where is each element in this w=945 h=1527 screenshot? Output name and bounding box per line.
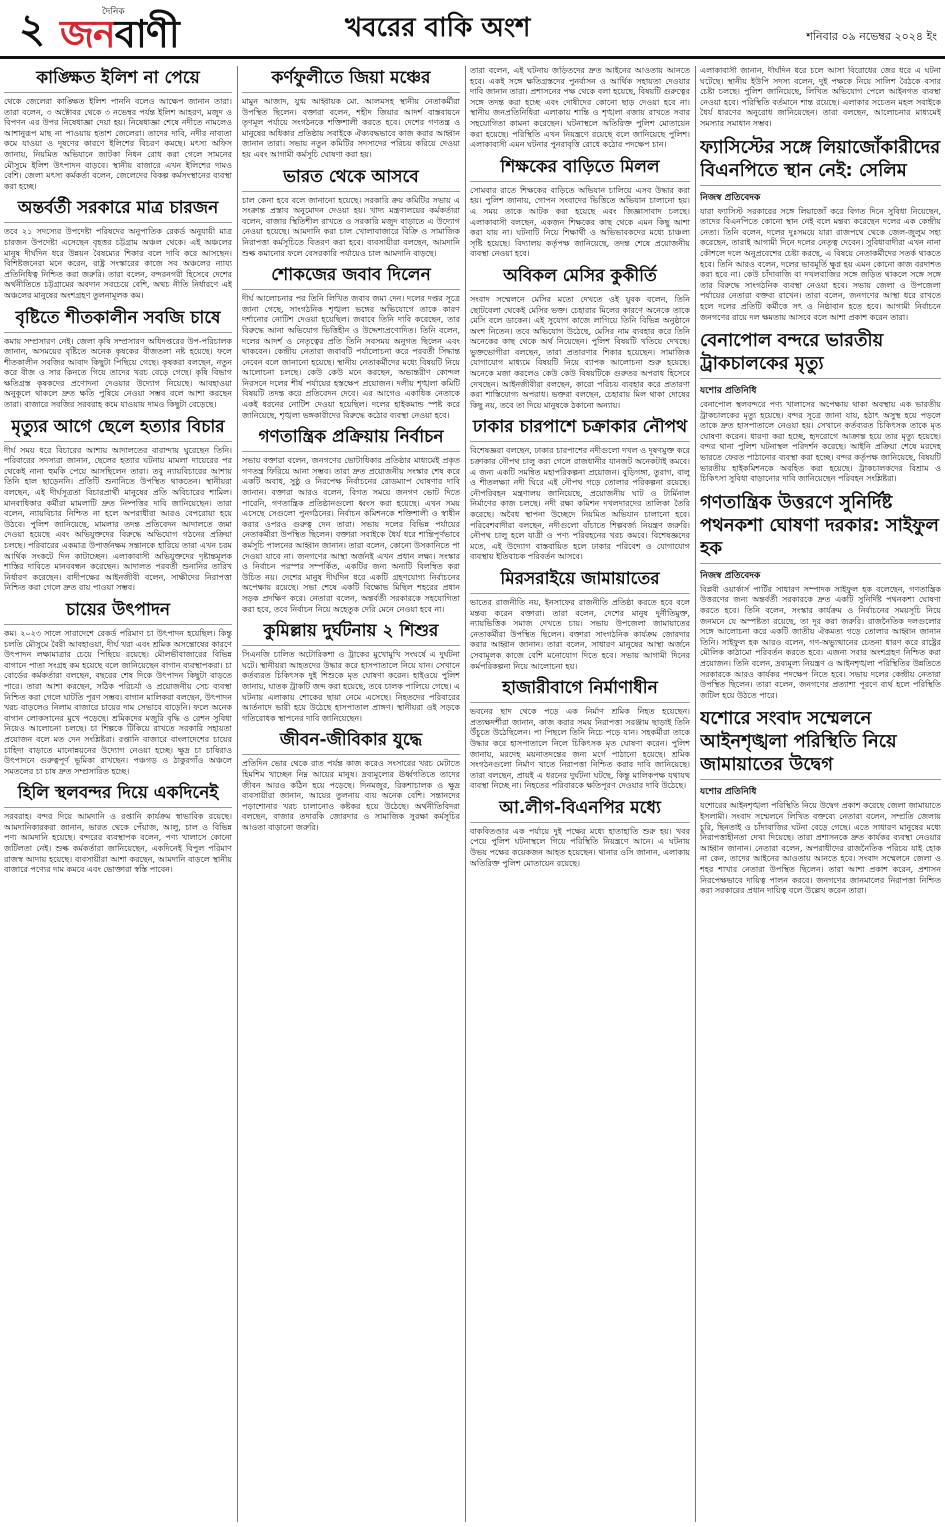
article-body: দীর্ঘ আলোচনার পর তিনি লিখিত জবাব জমা দেন। দলের দপ্তর সূত্রে জানা গেছে, সাংগঠনিক শৃঙ্খলা ভঙ্গের অভিযোগে তাকে কারণ দর্শানোর নোটিশ দেওয়া হয়েছিল। জবাবে তিনি দাবি করেছেন, তার বিরুদ্ধে আনা অভিযোগ ভিত্তিহীন ও উদ্দেশ্যপ্রণোদিত। তিনি বলেন, দলের আদর্শ ও নেতৃত্বের প্রতি তিনি সবসময় অনুগত ছিলেন এবং থাকবেন। কেন্দ্রীয় নেতারা জবাবটি পর্যালোচনা করে পরবর্তী সিদ্ধান্ত নেবেন বলে জানানো হয়েছে। স্থানীয় নেতাকর্মীদের মধ্যে বিষয়টি নিয়ে আলোচনা চলছে। কেউ কেউ মনে করছেন, অভ্যন্তরীণ কোন্দল নিরসনে দলের শীর্ষ পর্যায়ের হস্তক্ষেপ প্রয়োজন। দলীয় শৃঙ্খলা কমিটি বিষয়টি তদন্ত করে প্রতিবেদন দেবে। এর আগেও একাধিক নেতাকে একই ধরনের নোটিশ দেওয়া হয়েছিল। দলের হাইকমান্ড স্পষ্ট করে জানিয়েছে, শৃঙ্খলা ভঙ্গকারীদের বিরুদ্ধে কঠোর ব্যবস্থা নেওয়া হবে। bbox=[242, 294, 460, 420]
header-rule bbox=[0, 56, 945, 59]
article-body: দীর্ঘ সময় ধরে বিচারের আশায় আদালতের বারান্দায় ঘুরেছেন তিনি। পরিবারের সদস্যরা জানান, ছেলের হত্যার ঘটনায় মামলা দায়েরের পর থেকেই নানা হুমকি পেয়ে আসছিলেন তারা। তবু ন্যায়বিচারের আশায় তিনি হাল ছাড়েননি। প্রতিটি শুনানিতে উপস্থিত থাকতেন। স্থানীয়রা বলছেন, এই দীর্ঘসূত্রতা বিচারপ্রার্থী মানুষের প্রতি অবিচারের শামিল। মানবাধিকার কর্মীরা মামলাটি দ্রুত নিষ্পত্তির দাবি জানিয়েছেন। তারা বলেন, ন্যায়বিচার নিশ্চিত না হলে অপরাধীরা আরও বেপরোয়া হয়ে উঠবে। পুলিশ জানিয়েছে, মামলার তদন্ত প্রতিবেদন আদালতে জমা দেওয়া হয়েছে এবং অভিযুক্তদের বিরুদ্ধে অভিযোগ গঠনের প্রক্রিয়া চলছে। পরিবারের একমাত্র উপার্জনক্ষম সন্তানকে হারিয়ে তারা এখন চরম আর্থিক সংকটে দিন কাটাচ্ছেন। এলাকাবাসী অভিযুক্তদের দৃষ্টান্তমূলক শাস্তির দাবিতে মানববন্ধন করেছেন। আদালত পরবর্তী শুনানির তারিখ নির্ধারণ করেছেন। বাদীপক্ষের আইনজীবী বলেন, সাক্ষীদের নিরাপত্তা নিশ্চিত করা গেলে দ্রুত রায় পাওয়া সম্ভব। bbox=[4, 445, 232, 593]
article-body: যশোরের আইনশৃঙ্খলা পরিস্থিতি নিয়ে উদ্বেগ প্রকাশ করেছে জেলা জামায়াতে ইসলামী। সংবাদ সম্মেলনে লিখিত বক্তব্যে নেতারা বলেন, সম্প্রতি জেলায় চুরি, ছিনতাই ও চাঁদাবাজির ঘটনা বেড়ে গেছে। এতে সাধারণ মানুষের মধ্যে নিরাপত্তাহীনতা দেখা দিয়েছে। তারা প্রশাসনকে দ্রুত কার্যকর ব্যবস্থা নেওয়ার আহ্বান জানান। নেতারা বলেন, অপরাধীদের রাজনৈতিক পরিচয় যাই হোক না কেন, তাদের আইনের আওতায় আনতে হবে। সংবাদ সম্মেলনে জেলা ও শহর শাখার নেতারা উপস্থিত ছিলেন। তারা আশা প্রকাশ করেন, প্রশাসন নিরপেক্ষভাবে দায়িত্ব পালন করবে। জনগণের জানমালের নিরাপত্তা নিশ্চিত করা সরকারের প্রধান দায়িত্ব বলে উল্লেখ করেন তারা। bbox=[700, 801, 941, 896]
article-headline: চায়ের উৎপাদন bbox=[4, 600, 232, 625]
article-headline: গণতান্ত্রিক উত্তরণে সুনির্দিষ্ট পথনকশা ঘোষণা দরকার: সাইফুল হক bbox=[700, 491, 941, 564]
article bbox=[4, 198, 232, 301]
article-headline: যশোরে সংবাদ সম্মেলনে আইনশৃঙ্খলা পরিস্থিতি নিয়ে জামায়াতের উদ্বেগ bbox=[700, 707, 941, 780]
article bbox=[470, 798, 690, 869]
article-headline: অবিকল মেসির কুকীর্তি bbox=[470, 266, 690, 291]
column-4 bbox=[700, 66, 941, 1522]
article-body: ভাতের রাজনীতি নয়, ইনসাফের রাজনীতি প্রতিষ্ঠা করতে হবে বলে মন্তব্য করেন বক্তারা। তারা বলেন, দেশের মানুষ দুর্নীতিমুক্ত, ন্যায়ভিত্তিক সমাজ দেখতে চায়। সভায় উপজেলা জামায়াতের নেতাকর্মীরা উপস্থিত ছিলেন। বক্তারা সাংগঠনিক কার্যক্রম জোরদার করার আহ্বান জানান। তারা বলেন, সাধারণ মানুষের আস্থা অর্জনে সেবামূলক কাজে বেশি মনোযোগ দিতে হবে। সভায় আগামী দিনের কর্মপরিকল্পনা নিয়ে আলোচনা হয়। bbox=[470, 597, 690, 671]
article-headline: শোকজের জবাব দিলেন bbox=[242, 265, 460, 290]
article bbox=[242, 68, 460, 161]
article bbox=[700, 136, 941, 324]
article bbox=[470, 678, 690, 792]
column-divider bbox=[465, 66, 466, 1522]
article-body: চাল কেনা হবে বলে জানানো হয়েছে। সরকারি ক্রয় কমিটির সভায় এ সংক্রান্ত প্রস্তাব অনুমোদন দেওয়া হয়। খাদ্য মন্ত্রণালয়ের কর্মকর্তারা বলেন, বাজার স্থিতিশীল রাখতে ও সরকারি মজুদ বাড়াতে এ উদ্যোগ নেওয়া হয়েছে। আমদানি করা চাল খোলাবাজারে বিক্রি ও সামাজিক নিরাপত্তা কর্মসূচিতে বিতরণ করা হবে। ব্যবসায়ীরা বলছেন, আমদানি শুল্ক কমানোর ফলে বেসরকারি পর্যায়েও চাল আমদানি বাড়ছে। bbox=[242, 195, 460, 258]
dateline: শনিবার ০৯ নভেম্বর ২০২৪ ইং bbox=[806, 30, 937, 43]
article bbox=[242, 265, 460, 421]
article-headline: ফ্যাসিস্টের সঙ্গে লিয়াজোঁকারীদের বিএনপিতে স্থান নেই: সেলিম bbox=[700, 136, 941, 186]
article bbox=[242, 730, 460, 833]
logo-red-part: জন bbox=[60, 12, 115, 56]
article-headline: মিরসরাইয়ে জামায়াতের bbox=[470, 569, 690, 594]
article-body: বাকবিতণ্ডার এক পর্যায়ে দুই পক্ষের মধ্যে হাতাহাতি শুরু হয়। খবর পেয়ে পুলিশ ঘটনাস্থলে গিয়ে পরিস্থিতি নিয়ন্ত্রণে আনে। এ ঘটনায় উভয় পক্ষের কয়েকজন আহত হয়েছেন। থানার ওসি জানান, এলাকায় অতিরিক্ত পুলিশ মোতায়েন রয়েছে। bbox=[470, 826, 690, 868]
article bbox=[470, 157, 690, 260]
article-byline: নিজস্ব প্রতিবেদক bbox=[700, 570, 761, 581]
article-byline: যশোর প্রতিনিধি bbox=[700, 386, 757, 397]
article bbox=[242, 621, 460, 724]
article-headline: বৃষ্টিতে শীতকালীন সবজি চাষে bbox=[4, 308, 232, 333]
newspaper-logo bbox=[60, 4, 275, 56]
article-headline: বেনাপোল বন্দরে ভারতীয় ট্রাকচালকের মৃত্যু bbox=[700, 329, 941, 379]
article-body: এলাকাবাসী জানান, দীর্ঘদিন ধরে চলে আসা বিরোধের জের ধরে এ ঘটনা ঘটেছে। স্থানীয় ইউপি সদস্য বলেন, দুই পক্ষকে নিয়ে সালিশ বৈঠকে বসার চেষ্টা চলছে। পুলিশ জানিয়েছে, লিখিত অভিযোগ পেলে আইনগত ব্যবস্থা নেওয়া হবে। পরিস্থিতি বর্তমানে শান্ত রয়েছে। এলাকার সচেতন মহল সবাইকে ধৈর্য ধারণের অনুরোধ জানিয়েছেন। তারা বলছেন, আলোচনার মাধ্যমেই সমস্যার সমাধান সম্ভব। bbox=[700, 66, 941, 128]
article-headline: মৃত্যুর আগে ছেলে হত্যার বিচার bbox=[4, 417, 232, 442]
article-body: তারা বলেন, এই ঘটনায় জড়িতদের দ্রুত আইনের আওতায় আনতে হবে। একই সঙ্গে ক্ষতিগ্রস্তদের পুনর্বাসন ও আর্থিক সহায়তা দেওয়ার দাবি জানান তারা। প্রশাসনের পক্ষ থেকে বলা হয়েছে, বিষয়টি গুরুত্বের সঙ্গে তদন্ত করা হচ্ছে এবং দোষীদের কোনো ছাড় দেওয়া হবে না। স্থানীয় জনপ্রতিনিধিরা এলাকায় শান্তি ও শৃঙ্খলা বজায় রাখতে সবার সহযোগিতা কামনা করেছেন। ঘটনাস্থলে অতিরিক্ত পুলিশ মোতায়েন করা হয়েছে। পরিস্থিতি এখন নিয়ন্ত্রণে রয়েছে বলে জানিয়েছে পুলিশ। এলাকাবাসী এমন ঘটনার পুনরাবৃত্তি রোধে কঠোর পদক্ষেপ চান। bbox=[470, 66, 690, 150]
column-divider bbox=[695, 66, 696, 1522]
article bbox=[470, 569, 690, 672]
article bbox=[700, 329, 941, 485]
article-body: সংবাদ সম্মেলনে মেসির মতো দেখতে ওই যুবক বলেন, তিনি ছোটবেলা থেকেই মেসির ভক্ত। চেহারার মিলের কারণে অনেকে তাকে মেসি বলে ডাকেন। এই সুযোগ কাজে লাগিয়ে তিনি বিভিন্ন অনুষ্ঠানে অংশ নিতেন। তবে অভিযোগ উঠেছে, মেসির নাম ব্যবহার করে তিনি অনেকের কাছ থেকে অর্থ নিয়েছেন। পুলিশ বিষয়টি খতিয়ে দেখছে। ভুক্তভোগীরা বলছেন, তারা প্রতারণার শিকার হয়েছেন। সামাজিক যোগাযোগ মাধ্যমে বিষয়টি নিয়ে ব্যাপক আলোচনা শুরু হয়েছে। অনেকে মজা করলেও কেউ কেউ বিষয়টিকে গুরুতর অপরাধ হিসেবে দেখছেন। আইনজীবীরা বলছেন, কারো পরিচয় ব্যবহার করে প্রতারণা করা শাস্তিযোগ্য অপরাধ। ভক্তরা বলছেন, চেহারায় মিল থাকা দোষের কিছু নয়, তবে তা দিয়ে মানুষকে ঠকানো অন্যায়। bbox=[470, 294, 690, 410]
article-body: সরবরাহ। বন্দর দিয়ে আমদানি ও রপ্তানি কার্যক্রম স্বাভাবিক রয়েছে। আমদানিকারকরা জানান, ভারত থেকে পেঁয়াজ, আলু, চাল ও বিভিন্ন পণ্য আমদানি হয়েছে। বন্দরের ব্যবস্থাপক বলেন, পণ্য খালাসে কোনো জটিলতা নেই। শুল্ক কর্মকর্তারা জানিয়েছেন, একদিনেই বিপুল পরিমাণ রাজস্ব আদায় হয়েছে। ব্যবসায়ীরা আশা করছেন, আমদানি বাড়লে স্থানীয় বাজারে পণ্যের দাম কমবে এবং ভোক্তারা স্বস্তি পাবেন। bbox=[4, 812, 232, 875]
article-headline: হিলি স্থলবন্দর দিয়ে একদিনেই bbox=[4, 783, 232, 808]
column-2 bbox=[242, 66, 460, 1522]
column-1 bbox=[4, 66, 232, 1522]
article-body: যারা ফ্যাসিস্ট সরকারের সঙ্গে লিয়াজোঁ করে বিগত দিনে সুবিধা নিয়েছেন, তাদের বিএনপিতে কোনো স্থান নেই বলে মন্তব্য করেছেন দলের এক কেন্দ্রীয় নেতা। তিনি বলেন, দলের দুঃসময়ে যারা রাজপথে থেকে জেল-জুলুম সহ্য করেছেন, তারাই আগামী দিনে দলের নেতৃত্ব দেবেন। সুবিধাবাদীরা এখন নানা কৌশলে দলে অনুপ্রবেশের চেষ্টা করছে, এ বিষয়ে নেতাকর্মীদের সতর্ক থাকতে হবে। তিনি আরও বলেন, দলের ভাবমূর্তি ক্ষুণ্ণ হয় এমন কোনো কাজ বরদাশত করা হবে না। কেউ চাঁদাবাজি বা দখলবাজির সঙ্গে জড়িত থাকলে সঙ্গে সঙ্গে তার বিরুদ্ধে সাংগঠনিক ব্যবস্থা নেওয়া হবে। সভায় জেলা ও উপজেলা পর্যায়ের নেতারা বক্তব্য রাখেন। তারা বলেন, জনগণের আস্থা ধরে রাখতে হলে দলের প্রতিটি কর্মীকে সৎ ও নিষ্ঠাবান হতে হবে। আগামী নির্বাচনে জনগণের রায়ে দল ক্ষমতায় আসবে বলে আশা প্রকাশ করেন তারা। bbox=[700, 206, 941, 322]
article-body: কম। ২০২৩ সালে সারাদেশে রেকর্ড পরিমাণ চা উৎপাদন হয়েছিল। কিন্তু চলতি মৌসুমে বৈরী আবহাওয়া, দীর্ঘ খরা এবং শ্রমিক অসন্তোষের কারণে উৎপাদন লক্ষ্যমাত্রার চেয়ে পিছিয়ে রয়েছে। মৌলভীবাজারের বিভিন্ন বাগানে পাতা সংগ্রহ কম হয়েছে বলে জানিয়েছেন বাগান ব্যবস্থাপকরা। চা বোর্ডের কর্মকর্তারা বলছেন, বছরের শেষ দিকে উৎপাদন কিছুটা বাড়তে পারে। তারা আশা করছেন, সঠিক পরিচর্যা ও প্রয়োজনীয় সেচ ব্যবস্থা নিশ্চিত করা গেলে ঘাটতি পূরণ সম্ভব। বাগান মালিকরা বলছেন, উৎপাদন খরচ বাড়লেও নিলাম বাজারে চায়ের দাম সেভাবে বাড়েনি। ফলে অনেক বাগান লোকসানের মুখে পড়েছে। শ্রমিকদের মজুরি বৃদ্ধি ও রেশন সুবিধা নিয়েও আলোচনা চলছে। চা শিল্পকে টিকিয়ে রাখতে সরকারি সহায়তা প্রয়োজন বলে মত দেন সংশ্লিষ্টরা। রপ্তানি বাজারে বাংলাদেশের চায়ের চাহিদা বাড়াতে মানোন্নয়নের উদ্যোগ নেওয়া হচ্ছে। ক্ষুদ্র চা চাষিরাও উৎপাদনে গুরুত্বপূর্ণ ভূমিকা রাখছেন। পঞ্চগড় ও ঠাকুরগাঁও অঞ্চলে সমতলের চা চাষ দ্রুত সম্প্রসারিত হচ্ছে। bbox=[4, 628, 232, 776]
article-headline: গণতান্ত্রিক প্রক্রিয়ায় নির্বাচন bbox=[242, 427, 460, 452]
article bbox=[470, 417, 690, 563]
article bbox=[700, 66, 941, 130]
article bbox=[700, 707, 941, 896]
article bbox=[4, 68, 232, 192]
article bbox=[4, 600, 232, 777]
logo-prefix: দৈনিক bbox=[102, 7, 125, 17]
article-body: থেকে জেলেরা কাঙ্ক্ষিত ইলিশ পাননি বলেও আক্ষেপ জানান তারা। তারা বলেন, ৩ অক্টোবর থেকে ৩ নভেম্বর পর্যন্ত ইলিশ আহরণ, মজুদ ও বিপণন এর উপর নিষেধাজ্ঞা দেয়া হয়। নিষেধাজ্ঞা শেষে নদীতে নামলেও আশানুরূপ মাছ না পাওয়ায় হতাশ জেলেরা। তাদের দাবি, নদীর নাব্যতা কমে যাওয়া ও দূষণের কারণে ইলিশের বিচরণ কমছে। মৎস্য অফিস জানায়, নিয়মিত অভিযানে জাটকা নিধন রোধ করা গেলে সামনের মৌসুমে ইলিশ উৎপাদন বাড়বে। স্থানীয় বাজারে এখন ইলিশের দামও বেশি। জেলা মৎস্য কর্মকর্তা বলেন, জেলেদের বিকল্প কর্মসংস্থানের ব্যবস্থা করা হচ্ছে। bbox=[4, 97, 232, 191]
article-body: বিশেষজ্ঞরা বলছেন, ঢাকার চারপাশের নদীগুলো দখল ও দূষণমুক্ত করে চক্রাকার নৌপথ চালু করা গেলে রাজধানীর যানজট অনেকটাই কমবে। এ জন্য একটি সমন্বিত মহাপরিকল্পনা প্রয়োজন। বুড়িগঙ্গা, তুরাগ, বালু ও শীতলক্ষ্যা নদী ঘিরে এই নৌপথ গড়ে তোলার পরিকল্পনা রয়েছে। নৌপরিবহন মন্ত্রণালয় জানিয়েছে, প্রয়োজনীয় ঘাট ও টার্মিনাল নির্মাণের কাজ চলছে। নদী রক্ষা কমিশন দখলদারদের তালিকা তৈরি করেছে। অবৈধ স্থাপনা উচ্ছেদে নিয়মিত অভিযান চালানো হবে। পরিবেশবাদীরা বলছেন, নদীগুলো বাঁচাতে শিল্পবর্জ্য নিয়ন্ত্রণ জরুরি। নৌপথ চালু হলে যাত্রী ও পণ্য পরিবহনের খরচ কমবে। বিশেষজ্ঞদের মতে, এই উদ্যোগ বাস্তবায়িত হলে ঢাকার পরিবেশ ও যোগাযোগ ব্যবস্থায় ইতিবাচক পরিবর্তন আসবে। bbox=[470, 446, 690, 562]
article-headline: কুমিল্লায় দুর্ঘটনায় ২ শিশুর bbox=[242, 621, 460, 646]
article-body: কমায় সম্প্রসারণ নেই। জেলা কৃষি সম্প্রসারণ অধিদপ্তরের উপ-পরিচালক জানান, অসময়ের বৃষ্টিতে অনেক কৃষকের বীজতলা নষ্ট হয়েছে। ফলে শীতকালীন সবজির আবাদ কিছুটা পিছিয়ে গেছে। কৃষকরা বলছেন, নতুন করে বীজ ও সার কিনতে গিয়ে তাদের খরচ বেড়ে গেছে। কৃষি বিভাগ ক্ষতিগ্রস্ত কৃষকদের প্রণোদনা দেওয়ার উদ্যোগ নিয়েছে। আবহাওয়া অনুকূলে থাকলে দ্রুত ক্ষতি পুষিয়ে নেওয়া সম্ভব বলে আশা করছেন তারা। বাজারে সবজির সরবরাহ কমে যাওয়ায় দামও কিছুটা বেড়েছে। bbox=[4, 336, 232, 410]
article-body: তবে ২১ সদস্যের উপদেষ্টা পরিষদের অনুপাতিক রেকর্ড অনুযায়ী মাত্র চারজন উপদেষ্টা এসেছেন বৃহত্তর চট্টগ্রাম অঞ্চল থেকে। এই অঞ্চলের মানুষ দীর্ঘদিন ধরে উন্নয়ন বৈষম্যের শিকার বলে দাবি করে আসছেন। বিশিষ্টজনেরা মনে করেন, রাষ্ট্র সংস্কারের কাজে সব অঞ্চলের ন্যায্য প্রতিনিধিত্ব নিশ্চিত করা জরুরি। তারা বলেন, বন্দরনগরী হিসেবে দেশের অর্থনীতিতে চট্টগ্রামের অবদান সবচেয়ে বেশি, অথচ নীতি নির্ধারণে এই অঞ্চলের মানুষের অংশগ্রহণ তুলনামূলক কম। bbox=[4, 227, 232, 300]
article-body: সিএনজি চালিত অটোরিকশা ও ট্রাকের মুখোমুখি সংঘর্ষে এ দুর্ঘটনা ঘটে। স্থানীয়রা আহতদের উদ্ধার করে হাসপাতালে নিয়ে যান। সেখানে কর্তব্যরত চিকিৎসক দুই শিশুকে মৃত ঘোষণা করেন। হাইওয়ে পুলিশ জানায়, ঘাতক ট্রাকটি জব্দ করা হয়েছে, তবে চালক পালিয়ে গেছে। এ ঘটনায় এলাকায় শোকের ছায়া নেমে এসেছে। নিহতদের পরিবারের আর্তনাদে ভারী হয়ে উঠেছে হাসপাতাল প্রাঙ্গণ। স্থানীয়রা ওই সড়কে গতিরোধক স্থাপনের দাবি জানিয়েছেন। bbox=[242, 650, 460, 723]
article-body: সোমবার রাতে শিক্ষকের বাড়িতে অভিযান চালিয়ে এসব উদ্ধার করা হয়। পুলিশ জানায়, গোপন সংবাদের ভিত্তিতে অভিযান চালানো হয়। এ সময় তাকে আটক করা হয়েছে এবং জিজ্ঞাসাবাদ চলছে। এলাকাবাসী বলছেন, একজন শিক্ষকের কাছ থেকে এমন কিছু আশা করা যায় না। ঘটনাটি নিয়ে শিক্ষার্থী ও অভিভাবকদের মধ্যে চাঞ্চল্য সৃষ্টি হয়েছে। বিদ্যালয় কর্তৃপক্ষ জানিয়েছে, তদন্ত শেষে প্রয়োজনীয় ব্যবস্থা নেওয়া হবে। bbox=[470, 185, 690, 259]
article-byline: নিজস্ব প্রতিবেদক bbox=[700, 192, 761, 203]
column-divider bbox=[237, 66, 238, 1522]
article-body: প্রতিদিন ভোর থেকে রাত পর্যন্ত কাজ করেও সংসারের খরচ মেটাতে হিমশিম খাচ্ছেন নিম্ন আয়ের মানুষ। দ্রব্যমূল্যের ঊর্ধ্বগতিতে তাদের জীবন আরও কঠিন হয়ে পড়েছে। দিনমজুর, রিকশাচালক ও ক্ষুদ্র ব্যবসায়ীরা জানান, আয়ের তুলনায় ব্যয় অনেক বেশি। সন্তানদের পড়াশোনার খরচ চালানোও কষ্টকর হয়ে উঠেছে। অর্থনীতিবিদরা বলছেন, বাজার তদারকি জোরদার ও সামাজিক সুরক্ষা কর্মসূচির আওতা বাড়ানো জরুরি। bbox=[242, 759, 460, 832]
article-body: সভায় বক্তারা বলেন, জনগণের ভোটাধিকার প্রতিষ্ঠার মাধ্যমেই প্রকৃত গণতন্ত্র ফিরিয়ে আনা সম্ভব। তারা দ্রুত প্রয়োজনীয় সংস্কার শেষ করে একটি অবাধ, সুষ্ঠু ও নিরপেক্ষ নির্বাচনের রোডম্যাপ ঘোষণার দাবি জানান। বক্তারা আরও বলেন, বিগত সময়ে জনগণ ভোট দিতে পারেনি, গণতান্ত্রিক প্রতিষ্ঠানগুলো ধ্বংস করা হয়েছে। এখন সময় এসেছে সেগুলো পুনর্গঠনের। নির্বাচন কমিশনকে শক্তিশালী ও স্বাধীন করার ওপরও গুরুত্ব দেন তারা। সভায় দলের বিভিন্ন পর্যায়ের নেতাকর্মীরা উপস্থিত ছিলেন। বক্তারা সবাইকে ধৈর্য ধরে শান্তিপূর্ণভাবে কর্মসূচি পালনের আহ্বান জানান। তারা বলেন, কোনো উসকানিতে পা দেওয়া যাবে না। জনগণের আস্থা অর্জনই এখন প্রধান লক্ষ্য। সংস্কার ও নির্বাচন পরস্পর সম্পর্কিত, একটির জন্য অন্যটি বিলম্বিত করা উচিত নয়। দেশের মানুষ দীর্ঘদিন ধরে একটি গ্রহণযোগ্য নির্বাচনের অপেক্ষায় রয়েছে। সভা শেষে একটি বিক্ষোভ মিছিল শহরের প্রধান সড়ক প্রদক্ষিণ করে। নেতারা বলেন, অন্তর্বর্তী সরকারকে সহযোগিতা করা হবে, তবে নির্বাচন নিয়ে অহেতুক দেরি মেনে নেওয়া হবে না। bbox=[242, 456, 460, 614]
article-headline: শিক্ষকের বাড়িতে মিলল bbox=[470, 157, 690, 182]
article-headline: অন্তর্বর্তী সরকারে মাত্র চারজন bbox=[4, 198, 232, 223]
article bbox=[470, 66, 690, 151]
article bbox=[242, 167, 460, 260]
section-title: খবরের বাকি অংশ bbox=[345, 13, 531, 43]
article-body: ভবনের ছাদ থেকে পড়ে এক নির্মাণ শ্রমিক নিহত হয়েছেন। প্রত্যক্ষদর্শীরা জানান, কাজ করার সময় নিরাপত্তা সরঞ্জাম ছাড়াই তিনি উঁচুতে উঠেছিলেন। পা পিছলে তিনি নিচে পড়ে যান। সহকর্মীরা তাকে উদ্ধার করে হাসপাতালে নিলে চিকিৎসক মৃত ঘোষণা করেন। পুলিশ জানায়, মরদেহ ময়নাতদন্তের জন্য মর্গে পাঠানো হয়েছে। শ্রমিক সংগঠনগুলো নির্মাণ খাতে নিরাপত্তা নিশ্চিত করার দাবি জানিয়েছে। তারা বলছেন, প্রায়ই এ ধরনের দুর্ঘটনা ঘটছে, কিন্তু মালিকপক্ষ যথাযথ ব্যবস্থা নিচ্ছে না। নিহতের পরিবারকে ক্ষতিপূরণ দেওয়ার দাবি উঠেছে। bbox=[470, 707, 690, 791]
article bbox=[4, 417, 232, 594]
logo-black-part: বাণী bbox=[114, 12, 179, 56]
article bbox=[4, 308, 232, 411]
page-number: ২ bbox=[18, 6, 45, 52]
article-headline: ভারত থেকে আসবে bbox=[242, 167, 460, 192]
article-headline: আ.লীগ-বিএনপির মধ্যে bbox=[470, 798, 690, 823]
article-headline: হাজারীবাগে নির্মাণাধীন bbox=[470, 678, 690, 703]
article-body: মামুন আজাদ, যুগ্ম আহ্বায়ক মো. আলমসহ স্থানীয় নেতাকর্মীরা উপস্থিত ছিলেন। বক্তারা বলেন, শহীদ জিয়ার আদর্শ বাস্তবায়নে তৃণমূল পর্যায়ে সংগঠনকে শক্তিশালী করতে হবে। দেশের গণতন্ত্র ও মানুষের অধিকার প্রতিষ্ঠায় সবাইকে ঐক্যবদ্ধভাবে কাজ করার আহ্বান জানান তারা। সভায় নতুন কমিটির সদস্যদের পরিচয় করিয়ে দেওয়া হয় এবং আগামী কর্মসূচি ঘোষণা করা হয়। bbox=[242, 97, 460, 159]
article bbox=[700, 491, 941, 702]
article-body: বিপ্লবী ওয়ার্কার্স পার্টির সাধারণ সম্পাদক সাইফুল হক বলেছেন, গণতান্ত্রিক উত্তরণের জন্য অন্তর্বর্তী সরকারকে দ্রুত একটি সুনির্দিষ্ট পথনকশা ঘোষণা করতে হবে। তিনি বলেন, সংস্কার কার্যক্রম ও নির্বাচনের সময়সূচি নিয়ে জনমনে যে অস্পষ্টতা রয়েছে, তা দূর করা জরুরি। রাজনৈতিক দলগুলোর সঙ্গে আলোচনা করে একটি জাতীয় ঐকমত্য গড়ে তোলার আহ্বান জানান তিনি। সাইফুল হক আরও বলেন, গণ-অভ্যুত্থানের চেতনা ধারণ করে রাষ্ট্রের মৌলিক কাঠামো পরিবর্তন করতে হবে। এজন্য সবার অংশগ্রহণ নিশ্চিত করা প্রয়োজন। তিনি বলেন, দ্রব্যমূল্য নিয়ন্ত্রণ ও আইনশৃঙ্খলা পরিস্থিতির উন্নতিতে সরকারকে আরও কার্যকর পদক্ষেপ নিতে হবে। সভায় দলের কেন্দ্রীয় নেতারা উপস্থিত ছিলেন। তারা বলেন, জনগণের প্রত্যাশা পূরণে ব্যর্থ হলে পরিস্থিতি জটিল হয়ে উঠতে পারে। bbox=[700, 584, 941, 700]
article-headline: জীবন-জীবিকার যুদ্ধে bbox=[242, 730, 460, 755]
article bbox=[242, 427, 460, 615]
article-byline: যশোর প্রতিনিধি bbox=[700, 787, 757, 798]
column-3 bbox=[470, 66, 690, 1522]
article-headline: ঢাকার চারপাশে চক্রাকার নৌপথ bbox=[470, 417, 690, 442]
article bbox=[470, 266, 690, 412]
article bbox=[4, 783, 232, 876]
masthead bbox=[0, 0, 945, 62]
article-headline: কাঙ্ক্ষিত ইলিশ না পেয়ে bbox=[4, 68, 232, 93]
article-headline: কর্ণফুলীতে জিয়া মঞ্চের bbox=[242, 68, 460, 93]
article-body: বেনাপোল স্থলবন্দরে পণ্য খালাসের অপেক্ষায় থাকা অবস্থায় এক ভারতীয় ট্রাকচালকের মৃত্যু হয়েছে। বন্দর সূত্রে জানা যায়, হঠাৎ অসুস্থ হয়ে পড়লে তাকে দ্রুত হাসপাতালে নেওয়া হয়। সেখানে কর্তব্যরত চিকিৎসক তাকে মৃত ঘোষণা করেন। ধারণা করা হচ্ছে, হৃদরোগে আক্রান্ত হয়ে তার মৃত্যু হয়েছে। বন্দর থানা পুলিশ ঘটনাস্থল পরিদর্শন করেছে। আইনি প্রক্রিয়া শেষে মরদেহ ভারতে ফেরত পাঠানোর ব্যবস্থা করা হচ্ছে। বন্দর কর্তৃপক্ষ জানিয়েছে, বিষয়টি ভারতীয় হাইকমিশনকে অবহিত করা হয়েছে। ট্রাকচালকদের বিশ্রাম ও চিকিৎসা সুবিধা বাড়ানোর দাবি জানিয়েছেন পরিবহন সংশ্লিষ্টরা। bbox=[700, 400, 941, 484]
